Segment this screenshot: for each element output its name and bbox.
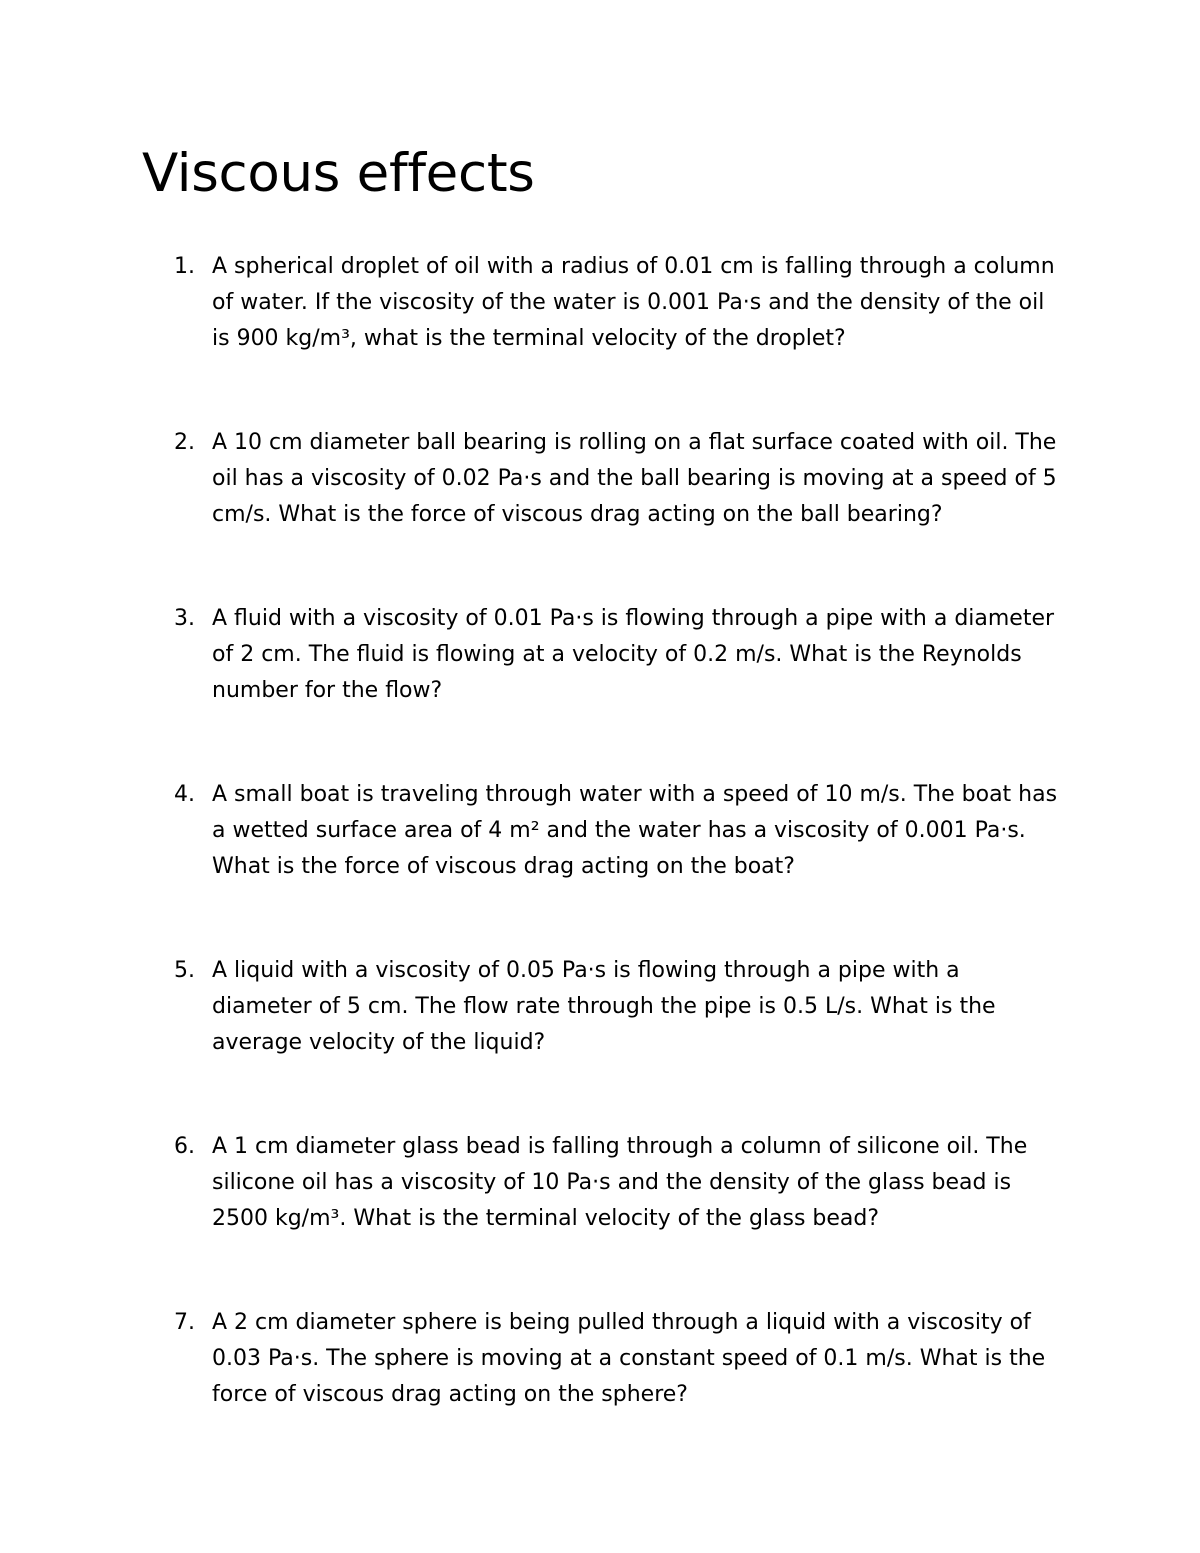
question-number: 2. <box>174 430 195 455</box>
question-number: 3. <box>174 606 195 631</box>
question-text <box>212 1305 1074 1413</box>
question-number: 5. <box>174 958 195 983</box>
question-text <box>212 777 1074 885</box>
question-line: A spherical droplet of oil with a radius of 0.01 cm is falling through a column <box>212 254 1055 279</box>
question-line: number for the flow? <box>212 678 443 703</box>
question-number: 4. <box>174 782 195 807</box>
question-number: 6. <box>174 1134 195 1159</box>
question-text <box>212 953 1074 1061</box>
question-line: a wetted surface area of 4 m² and the water has a viscosity of 0.001 Pa·s. <box>212 818 1026 843</box>
question-line: 2500 kg/m³. What is the terminal velocity of the glass bead? <box>212 1206 880 1231</box>
question-item <box>174 249 1074 357</box>
question-text <box>212 601 1074 709</box>
question-line: of water. If the viscosity of the water is 0.001 Pa·s and the density of the oil <box>212 290 1045 315</box>
question-item <box>174 1129 1074 1237</box>
question-line: A liquid with a viscosity of 0.05 Pa·s is flowing through a pipe with a <box>212 958 960 983</box>
question-line: A 10 cm diameter ball bearing is rolling on a flat surface coated with oil. The <box>212 430 1057 455</box>
question-line: of 2 cm. The fluid is flowing at a velocity of 0.2 m/s. What is the Reynolds <box>212 642 1022 667</box>
question-line: What is the force of viscous drag acting on the boat? <box>212 854 795 879</box>
question-line: 0.03 Pa·s. The sphere is moving at a constant speed of 0.1 m/s. What is the <box>212 1346 1046 1371</box>
page-title: Viscous effects <box>142 143 535 204</box>
question-line: A 1 cm diameter glass bead is falling through a column of silicone oil. The <box>212 1134 1028 1159</box>
question-line: force of viscous drag acting on the sphere? <box>212 1382 688 1407</box>
question-line: A 2 cm diameter sphere is being pulled through a liquid with a viscosity of <box>212 1310 1031 1335</box>
question-item <box>174 777 1074 885</box>
question-item <box>174 953 1074 1061</box>
question-line: is 900 kg/m³, what is the terminal velocity of the droplet? <box>212 326 846 351</box>
question-line: A small boat is traveling through water with a speed of 10 m/s. The boat has <box>212 782 1058 807</box>
question-number: 7. <box>174 1310 195 1335</box>
question-item <box>174 601 1074 709</box>
question-line: A fluid with a viscosity of 0.01 Pa·s is flowing through a pipe with a diameter <box>212 606 1055 631</box>
question-text <box>212 249 1074 357</box>
question-line: cm/s. What is the force of viscous drag acting on the ball bearing? <box>212 502 943 527</box>
question-text <box>212 425 1074 533</box>
question-line: average velocity of the liquid? <box>212 1030 546 1055</box>
question-line: silicone oil has a viscosity of 10 Pa·s and the density of the glass bead is <box>212 1170 1012 1195</box>
question-line: diameter of 5 cm. The flow rate through the pipe is 0.5 L/s. What is the <box>212 994 996 1019</box>
question-number: 1. <box>174 254 195 279</box>
question-item <box>174 425 1074 533</box>
question-item <box>174 1305 1074 1413</box>
question-line: oil has a viscosity of 0.02 Pa·s and the ball bearing is moving at a speed of 5 <box>212 466 1057 491</box>
question-text <box>212 1129 1074 1237</box>
